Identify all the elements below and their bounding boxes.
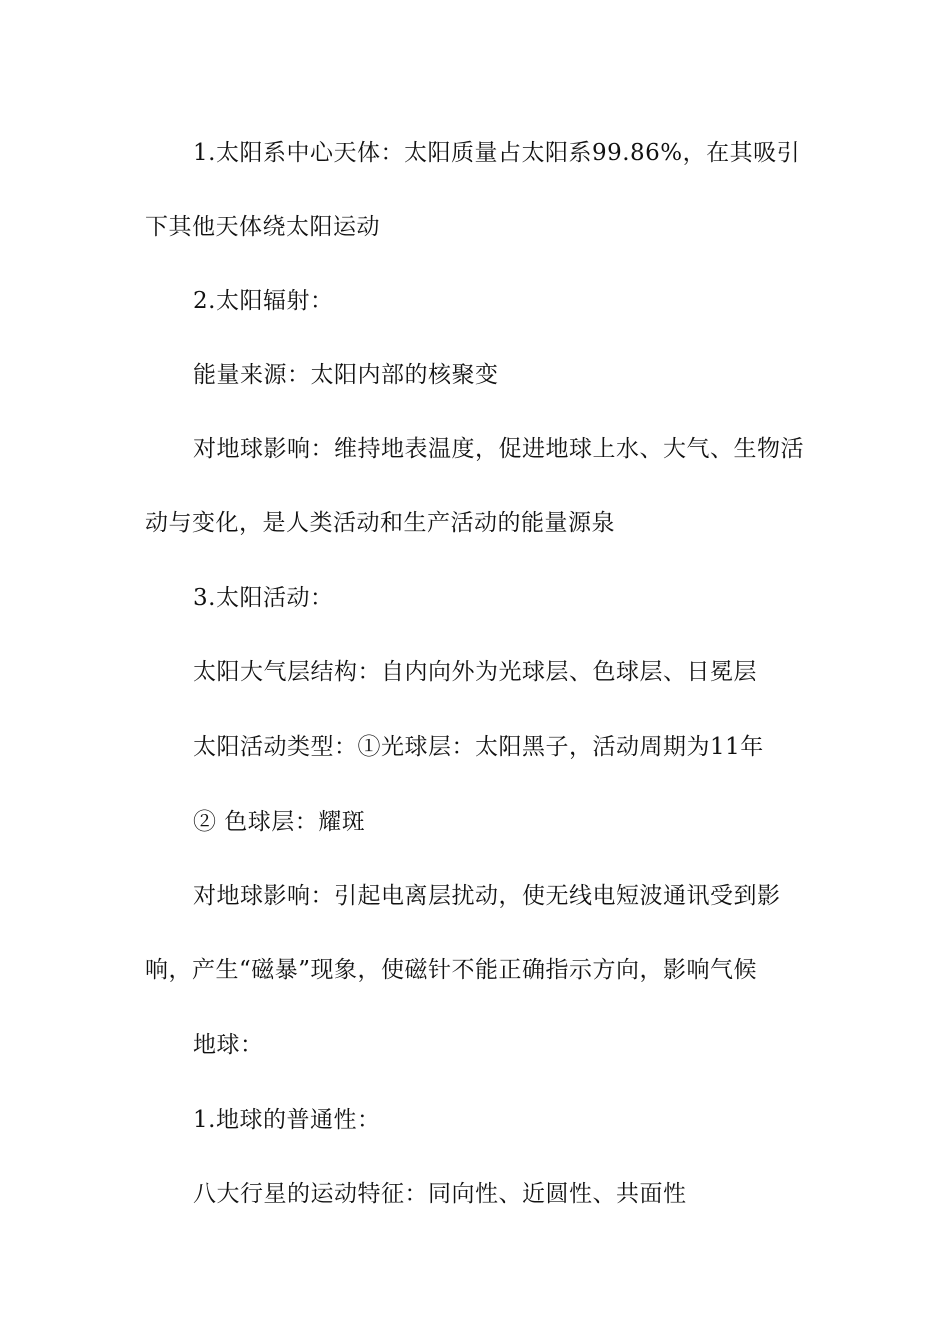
- paragraph-planet-motion: 八大行星的运动特征：同向性、近圆性、共面性: [193, 1181, 687, 1207]
- paragraph-sun-center: 1.太阳系中心天体：太阳质量占太阳系99.86%，在其吸引下其他天体绕太阳运动: [145, 140, 801, 240]
- paragraph-solar-radiation-heading: 2.太阳辐射：: [193, 288, 334, 314]
- paragraph-earth-heading: 地球：: [193, 1032, 264, 1058]
- paragraph-energy-source: 能量来源：太阳内部的核聚变: [193, 362, 499, 388]
- paragraph-atmosphere-structure: 太阳大气层结构：自内向外为光球层、色球层、日冕层: [193, 659, 757, 685]
- paragraph-activity-impact: 对地球影响：引起电离层扰动，使无线电短波通讯受到影响，产生“磁暴”现象，使磁针不能正确指示方向，影响气候: [145, 883, 781, 983]
- paragraph-solar-activity-heading: 3.太阳活动：: [193, 585, 334, 611]
- paragraph-activity-type-2: ② 色球层：耀斑: [193, 809, 366, 835]
- paragraph-activity-type-1: 太阳活动类型：①光球层：太阳黑子，活动周期为11年: [193, 734, 764, 760]
- paragraph-radiation-impact: 对地球影响：维持地表温度，促进地球上水、大气、生物活动与变化，是人类活动和生产活动的能量源泉: [145, 436, 804, 536]
- paragraph-earth-commonality: 1.地球的普通性：: [193, 1107, 381, 1133]
